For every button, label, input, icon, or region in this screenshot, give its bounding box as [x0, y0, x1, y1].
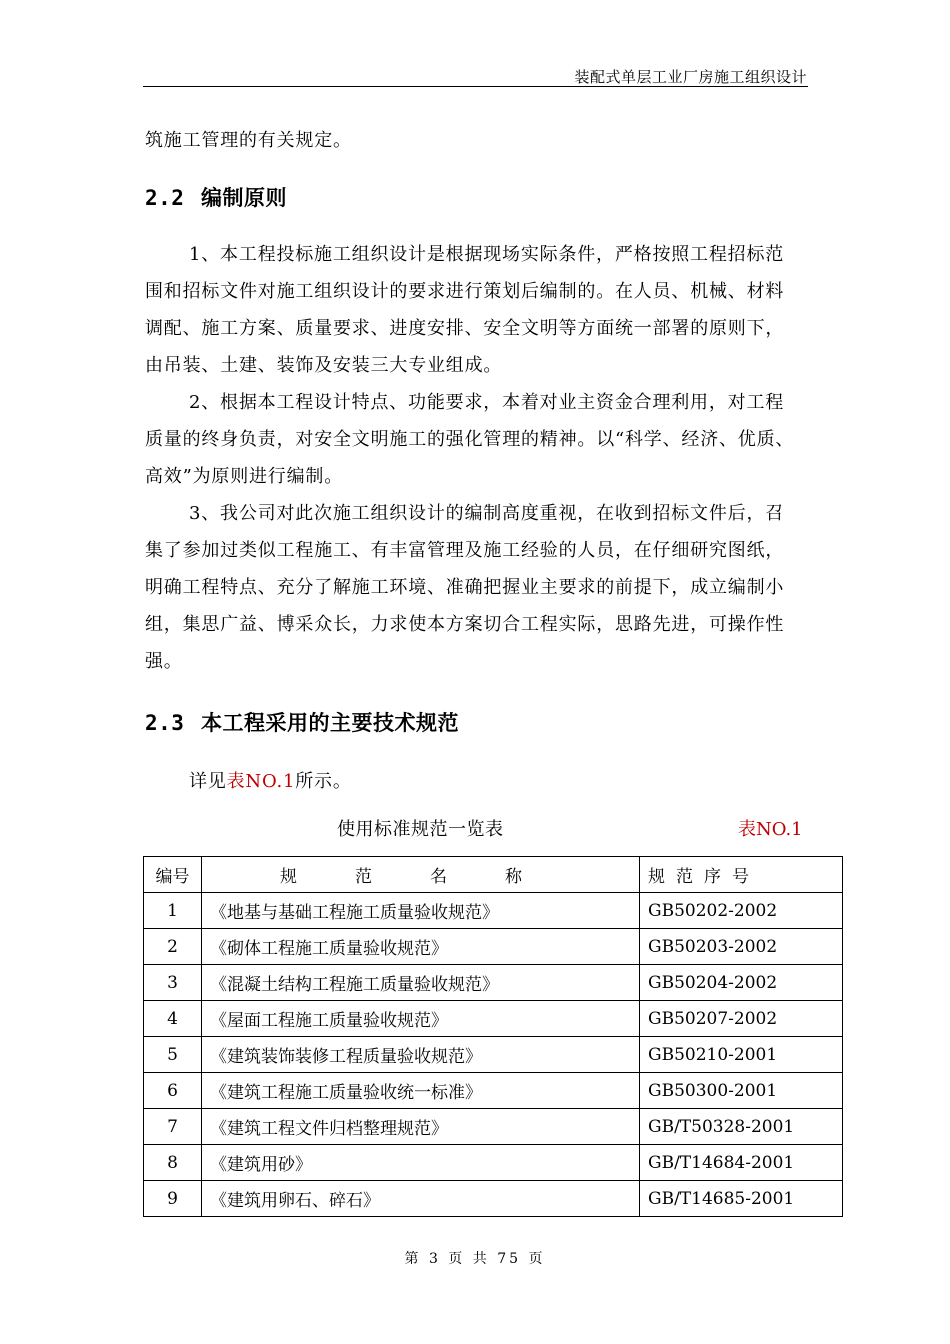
row-standard-code: GB/T14684-2001 — [640, 1145, 843, 1181]
row-standard-code: GB50202-2002 — [640, 893, 843, 929]
table-row — [144, 965, 843, 1001]
row-standard-code: GB50210-2001 — [640, 1037, 843, 1073]
paragraph-line: 调配、施工方案、质量要求、进度安排、安全文明等方面统一部署的原则下， — [145, 318, 785, 339]
paragraph-3 — [145, 495, 784, 680]
row-number: 5 — [144, 1037, 202, 1073]
section-title: 本工程采用的主要技术规范 — [201, 710, 459, 735]
section-title: 编制原则 — [201, 185, 287, 210]
table-row — [144, 1001, 843, 1037]
paragraph-line: 组，集思广益、博采众长，力求使本方案切合工程实际，思路先进，可操作性 — [145, 614, 785, 635]
table-row — [144, 1109, 843, 1145]
header-divider — [143, 86, 808, 87]
table-row — [144, 1073, 843, 1109]
header-name: 规范名称 — [202, 857, 640, 893]
reference-suffix: 所示。 — [295, 771, 352, 792]
row-standard-name: 《建筑用卵石、碎石》 — [202, 1181, 640, 1217]
section-number: 2.3 — [145, 711, 185, 735]
row-standard-code: GB/T14685-2001 — [640, 1181, 843, 1217]
paragraph-line: 2、根据本工程设计特点、功能要求，本着对业主资金合理利用，对工程 — [189, 392, 785, 413]
row-number: 6 — [144, 1073, 202, 1109]
row-number: 1 — [144, 893, 202, 929]
row-standard-name: 《砌体工程施工质量验收规范》 — [202, 929, 640, 965]
paragraph-line: 围和招标文件对施工组织设计的要求进行策划后编制的。在人员、机械、材料 — [145, 281, 785, 302]
section-number: 2.2 — [145, 186, 185, 210]
paragraph-line: 由吊装、土建、装饰及安装三大专业组成。 — [145, 355, 503, 376]
paragraph-1 — [145, 236, 784, 384]
table-header-row — [144, 857, 843, 893]
reference-prefix: 详见 — [189, 771, 227, 792]
row-standard-name: 《地基与基础工程施工质量验收规范》 — [202, 893, 640, 929]
standards-table — [143, 856, 843, 1217]
table-row — [144, 929, 843, 965]
table-row — [144, 1145, 843, 1181]
table-row — [144, 893, 843, 929]
row-standard-name: 《建筑装饰装修工程质量验收规范》 — [202, 1037, 640, 1073]
paragraph-line: 1、本工程投标施工组织设计是根据现场实际条件，严格按照工程招标范 — [189, 244, 785, 265]
row-number: 9 — [144, 1181, 202, 1217]
table-row — [144, 1181, 843, 1217]
paragraph-2 — [145, 384, 794, 495]
paragraph-line: 强。 — [145, 651, 183, 672]
table-number-label: 表NO.1 — [738, 819, 803, 840]
table-caption: 使用标准规范一览表 — [337, 819, 504, 840]
paragraph-line: 质量的终身负责，对安全文明施工的强化管理的精神。以“科学、经济、优质、 — [145, 429, 795, 450]
section-heading-2-2 — [145, 182, 287, 212]
row-standard-name: 《混凝土结构工程施工质量验收规范》 — [202, 965, 640, 1001]
header-code: 规范序号 — [640, 857, 843, 893]
table-reference-text — [189, 763, 352, 800]
header-number: 编号 — [144, 857, 202, 893]
row-number: 3 — [144, 965, 202, 1001]
row-standard-code: GB50300-2001 — [640, 1073, 843, 1109]
section-heading-2-3 — [145, 707, 459, 737]
row-number: 4 — [144, 1001, 202, 1037]
row-standard-name: 《建筑工程施工质量验收统一标准》 — [202, 1073, 640, 1109]
paragraph-line: 集了参加过类似工程施工、有丰富管理及施工经验的人员，在仔细研究图纸， — [145, 540, 785, 561]
page-footer: 第 3 页 共 75 页 — [404, 1251, 546, 1267]
paragraph-line: 明确工程特点、充分了解施工环境、准确把握业主要求的前提下，成立编制小 — [145, 577, 785, 598]
table-reference-link[interactable]: 表NO.1 — [226, 771, 296, 792]
running-header-title: 装配式单层工业厂房施工组织设计 — [574, 68, 807, 86]
row-standard-name: 《建筑工程文件归档整理规范》 — [202, 1109, 640, 1145]
row-standard-code: GB/T50328-2001 — [640, 1109, 843, 1145]
row-number: 8 — [144, 1145, 202, 1181]
carry-over-text: 筑施工管理的有关规定。 — [145, 130, 352, 151]
row-standard-name: 《建筑用砂》 — [202, 1145, 640, 1181]
row-standard-code: GB50203-2002 — [640, 929, 843, 965]
row-standard-name: 《屋面工程施工质量验收规范》 — [202, 1001, 640, 1037]
paragraph-line: 高效”为原则进行编制。 — [145, 466, 344, 487]
row-standard-code: GB50207-2002 — [640, 1001, 843, 1037]
row-number: 2 — [144, 929, 202, 965]
table-row — [144, 1037, 843, 1073]
row-number: 7 — [144, 1109, 202, 1145]
paragraph-line: 3、我公司对此次施工组织设计的编制高度重视，在收到招标文件后，召 — [189, 503, 785, 524]
row-standard-code: GB50204-2002 — [640, 965, 843, 1001]
